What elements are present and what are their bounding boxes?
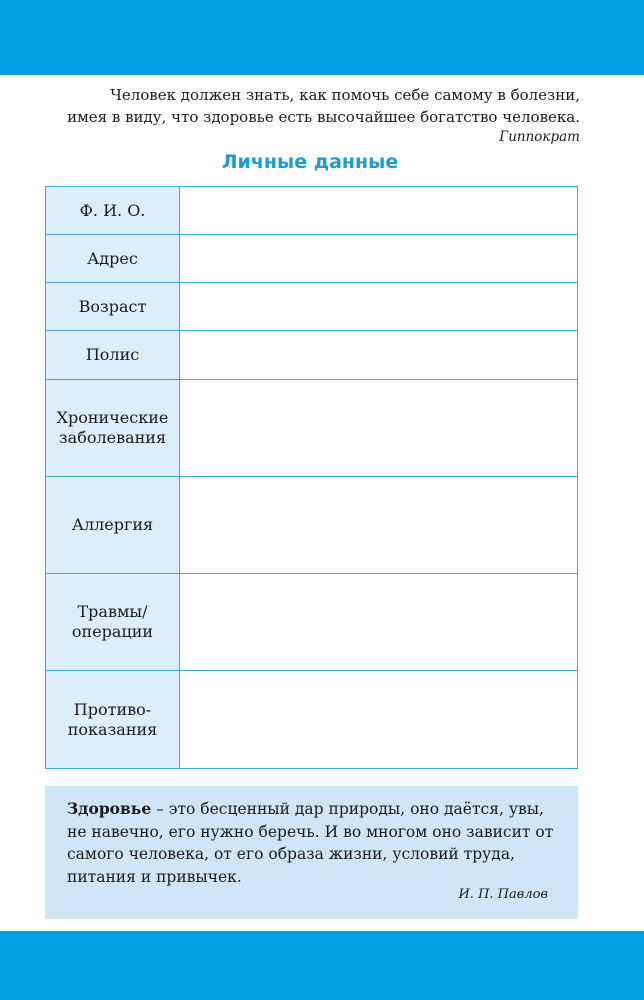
table-row-policy bbox=[46, 331, 578, 380]
quote-box bbox=[45, 786, 578, 919]
epigraph bbox=[60, 84, 580, 146]
row-label-age-line-1: Возраст bbox=[78, 296, 147, 316]
chronic-diseases-field[interactable] bbox=[180, 380, 578, 477]
bottom-color-band bbox=[0, 931, 644, 1000]
row-label-policy-line-1: Полис bbox=[85, 345, 140, 364]
quote-text bbox=[67, 798, 556, 888]
epigraph-author: Гиппократ bbox=[499, 129, 580, 145]
row-label-contraindications bbox=[46, 671, 180, 769]
row-label-contraindications-line-1: Противо- bbox=[73, 699, 152, 719]
table-row-full-name bbox=[46, 187, 578, 235]
address-field[interactable] bbox=[180, 235, 578, 283]
epigraph-line-1: Человек должен знать, как помочь себе самому в болезни, bbox=[110, 86, 580, 104]
quote-author: И. П. Павлов bbox=[458, 887, 548, 902]
row-label-address bbox=[46, 235, 180, 283]
section-title: Личные данные bbox=[221, 151, 399, 173]
row-label-policy bbox=[46, 331, 180, 380]
row-label-injuries-operations-line-2: операции bbox=[71, 622, 154, 641]
row-label-injuries-operations bbox=[46, 574, 180, 671]
policy-field[interactable] bbox=[180, 331, 578, 380]
table-row-address bbox=[46, 235, 578, 283]
row-label-full-name-line-1: Ф. И. О. bbox=[79, 200, 146, 220]
row-label-address-line-1: Адрес bbox=[87, 248, 138, 268]
row-label-chronic-diseases-line-2: заболевания bbox=[58, 428, 167, 447]
row-label-full-name bbox=[46, 187, 180, 235]
quote-body: – это бесценный дар природы, оно даётся, увы, не навечно, его нужно беречь. И во многом оно зависит от самого человека, от его образа жизни, условий труда, питания и привычек. bbox=[67, 800, 554, 886]
row-label-age bbox=[46, 283, 180, 331]
personal-data-table bbox=[45, 186, 578, 769]
row-label-injuries-operations-line-1: Травмы/ bbox=[77, 602, 148, 621]
table-row-chronic-diseases bbox=[46, 380, 578, 477]
contraindications-field[interactable] bbox=[180, 671, 578, 769]
epigraph-line-2: имея в виду, что здоровье есть высочайшее богатство человека. bbox=[67, 108, 580, 126]
row-label-allergy-line-1: Аллергия bbox=[71, 515, 154, 534]
age-field[interactable] bbox=[180, 283, 578, 331]
table-row-age bbox=[46, 283, 578, 331]
allergy-field[interactable] bbox=[180, 477, 578, 574]
row-label-allergy bbox=[46, 477, 180, 574]
top-color-band bbox=[0, 0, 644, 75]
row-label-chronic-diseases bbox=[46, 380, 180, 477]
table-row-contraindications bbox=[46, 671, 578, 769]
row-label-chronic-diseases-line-1: Хронические bbox=[56, 408, 169, 427]
table-row-allergy bbox=[46, 477, 578, 574]
full-name-field[interactable] bbox=[180, 187, 578, 235]
table-row-injuries-operations bbox=[46, 574, 578, 671]
row-label-contraindications-line-2: показания bbox=[67, 719, 158, 739]
injuries-operations-field[interactable] bbox=[180, 574, 578, 671]
quote-term: Здоровье bbox=[67, 799, 152, 818]
